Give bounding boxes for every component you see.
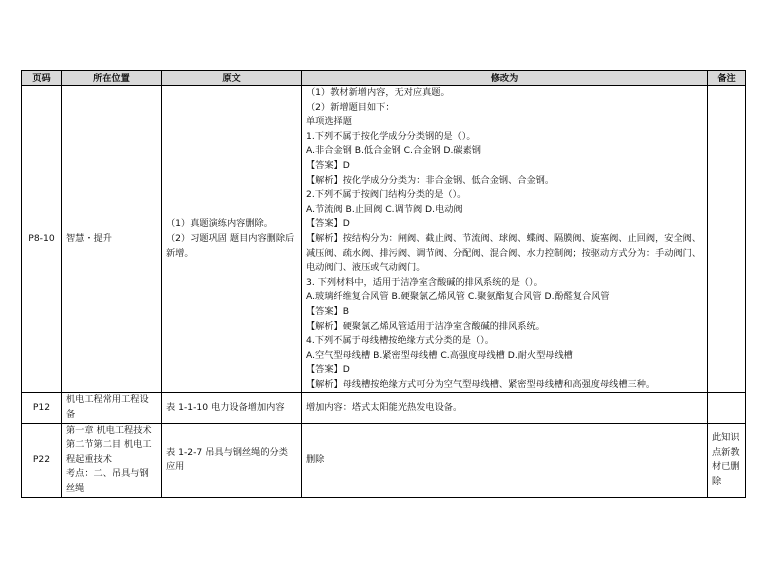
cell-note: 此知识点新教材已删除 bbox=[708, 423, 746, 497]
cell-original: 表 1-1-10 电力设备增加内容 bbox=[162, 393, 302, 423]
change-line: 【答案】D bbox=[306, 159, 350, 171]
table-row bbox=[22, 393, 746, 423]
change-line: 【解析】按结构分为：闸阀、截止阀、节流阀、球阀、蝶阀、隔膜阀、旋塞阀、止回阀，安全阀、减压阀、疏水阀、排污阀、调节阀、分配阀、混合阀、水力控制阀；按驱动方式分为：手动阀门、电动阀门、液压或气动阀门。 bbox=[306, 232, 702, 274]
change-line: 单项选择题 bbox=[306, 116, 352, 128]
header-original: 原文 bbox=[162, 71, 302, 86]
cell-page: P22 bbox=[22, 423, 62, 497]
cell-page: P8-10 bbox=[22, 86, 62, 393]
change-line: A.非合金钢 B.低合金钢 C.合金钢 D.碳素钢 bbox=[306, 145, 481, 157]
cell-note bbox=[708, 86, 746, 393]
header-page: 页码 bbox=[22, 71, 62, 86]
errata-table bbox=[21, 70, 746, 498]
cell-note bbox=[708, 393, 746, 423]
change-line: 【解析】母线槽按绝缘方式可分为空气型母线槽、紧密型母线槽和高强度母线槽三种。 bbox=[306, 378, 656, 390]
change-line: A.空气型母线槽 B.紧密型母线槽 C.高强度母线槽 D.耐火型母线槽 bbox=[306, 349, 573, 361]
change-line: 【答案】D bbox=[306, 364, 350, 376]
change-line: （2）新增题目如下： bbox=[306, 101, 395, 113]
change-line: （1）教材新增内容，无对应真题。 bbox=[306, 87, 450, 98]
cell-change: 删除 bbox=[302, 423, 708, 497]
change-line: 1.下列不属于按化学成分分类钢的是（）。 bbox=[306, 130, 476, 142]
original-line: （1）真题演练内容删除。 bbox=[166, 218, 273, 230]
cell-location: 智慧・提升 bbox=[62, 86, 162, 393]
change-line: A.节流阀 B.止回阀 C.调节阀 D.电动阀 bbox=[306, 203, 463, 215]
change-line: 4.下列不属于母线槽按绝缘方式分类的是（）。 bbox=[306, 335, 494, 347]
cell-original bbox=[162, 86, 302, 393]
change-line: A.玻璃纤维复合风管 B.硬聚氯乙烯风管 C.聚氨酯复合风管 D.酚醛复合风管 bbox=[306, 291, 610, 303]
change-line: 2.下列不属于按阀门结构分类的是（）。 bbox=[306, 189, 467, 201]
change-line: 【解析】硬聚氯乙烯风管适用于洁净室含酸碱的排风系统。 bbox=[306, 320, 545, 332]
header-change: 修改为 bbox=[302, 71, 708, 86]
table-row bbox=[22, 423, 746, 497]
cell-location bbox=[62, 423, 162, 497]
location-line: 第一章 机电工程技术 bbox=[66, 424, 152, 436]
change-line: 3. 下列材料中，适用于洁净室含酸碱的排风系统的是（）。 bbox=[306, 276, 543, 288]
change-line: 【答案】B bbox=[306, 305, 350, 317]
table-row bbox=[22, 86, 746, 393]
header-note: 备注 bbox=[708, 71, 746, 86]
cell-location: 机电工程常用工程设备 bbox=[62, 393, 162, 423]
location-line: 考点：二、吊具与钢丝绳 bbox=[66, 468, 149, 495]
cell-page: P12 bbox=[22, 393, 62, 423]
header-row bbox=[22, 71, 746, 86]
change-line: 【解析】按化学成分分类为：非合金钢、低合金钢、合金钢。 bbox=[306, 174, 555, 186]
cell-change bbox=[302, 86, 708, 393]
location-line: 第二节第二目 机电工程起重技术 bbox=[66, 439, 152, 465]
cell-change: 增加内容：塔式太阳能光热发电设备。 bbox=[302, 393, 708, 423]
change-line: 【答案】D bbox=[306, 218, 350, 230]
original-line: （2）习题巩固 题目内容删除后新增。 bbox=[166, 232, 295, 259]
cell-original: 表 1-2-7 吊具与钢丝绳的分类应用 bbox=[162, 423, 302, 497]
header-location: 所在位置 bbox=[62, 71, 162, 86]
